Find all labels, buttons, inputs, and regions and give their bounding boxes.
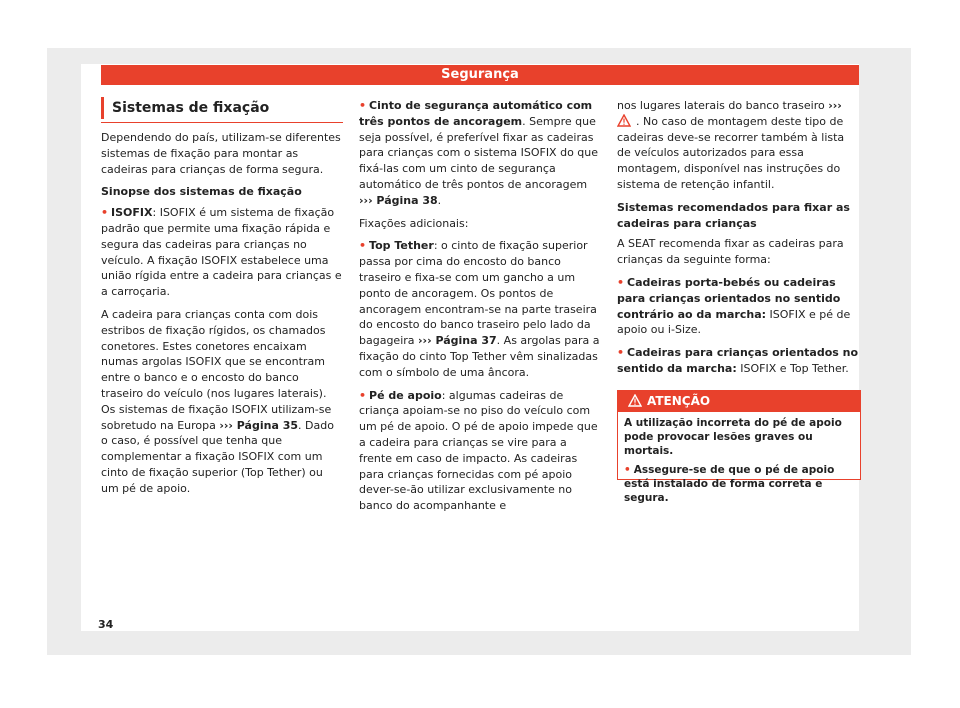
belt-text: . Sempre que seja possível, é preferível fixar as cadeiras para crianças com o sistema ISOFIX do que fixá-las com um cinto de segurança automático de três pontos de ancoragem <box>359 114 599 191</box>
support-leg-term: Pé de apoio <box>369 388 442 402</box>
chapter-title: Segurança <box>441 67 519 82</box>
bullet-icon: • <box>359 239 367 253</box>
connectors-text: A cadeira para crianças conta com dois estribos de fixação rígidos, os chamados conetores. Estes conetores encaixam numas argolas ISOFIX que se encontram entre o banco e o encosto do banco traseiro do veículo (nos lugares laterais). Os sistemas de fixação ISOFIX utilizam-se sobretudo na Europa <box>101 307 332 432</box>
bullet-icon: • <box>617 275 625 289</box>
continued-text-end: . No caso de montagem deste tipo de cadeiras deve-se recorrer também à lista de veículos autorizados para essa montagem, disponível nas instruções do sistema de retenção infantil. <box>617 114 845 191</box>
page-reference-link[interactable]: ››› Página 37 <box>418 334 497 348</box>
bullet-icon: • <box>101 206 109 220</box>
isofix-text: : ISOFIX é um sistema de fixação padrão que permite uma fixação rápida e segura das cadeiras para crianças no veículo. A fixação ISOFIX estabelece uma união rígida entre a cadeira para crianças e a carroçaria. <box>101 206 342 299</box>
continued-text: nos lugares laterais do banco traseiro <box>617 99 825 112</box>
connectors-paragraph <box>101 307 343 497</box>
warning-item <box>624 463 854 505</box>
belt-text-end: . <box>437 193 442 207</box>
continued-paragraph <box>617 98 859 193</box>
top-tether-item <box>359 238 601 380</box>
warning-triangle-icon <box>628 394 642 407</box>
additional-fixings-label: Fixações adicionais: <box>359 216 469 230</box>
top-tether-text-end: . As argolas para a fixação do cinto Top Tether vêm sinalizadas com o símbolo de uma âncora. <box>359 334 600 379</box>
forward-facing-text: ISOFIX e Top Tether. <box>736 361 849 375</box>
rear-facing-text: ISOFIX e pé de apoio ou i-Size. <box>617 307 851 337</box>
connectors-text-end: . Dado o caso, é possível que tenha que complementar a fixação ISOFIX com um cinto de fixação superior (Top Tether) ou um pé de apoio. <box>101 418 334 495</box>
column-1 <box>101 130 343 504</box>
warning-title: ATENÇÃO <box>647 394 711 408</box>
section-title: Sistemas de fixação <box>101 97 354 119</box>
recommended-subheading: Sistemas recomendados para fixar as cadeiras para crianças <box>617 200 850 230</box>
bullet-icon: • <box>359 99 367 112</box>
warning-triangle-icon <box>617 114 631 127</box>
recommend-paragraph: A SEAT recomenda fixar as cadeiras para crianças da seguinte forma: <box>617 237 844 267</box>
chapter-header <box>101 65 859 85</box>
warning-box <box>617 390 861 504</box>
rear-facing-term: Cadeiras porta-bebés ou cadeiras para crianças orientados no sentido contrário ao da marcha: <box>617 275 841 321</box>
belt-term: Cinto de segurança automático com três pontos de ancoragem <box>359 99 593 128</box>
rear-facing-item <box>617 275 859 338</box>
support-leg-item <box>359 388 601 514</box>
column-3 <box>617 98 859 384</box>
page-reference-link[interactable]: ››› Página 35 <box>219 418 299 432</box>
warning-text: A utilização incorreta do pé de apoio pode provocar lesões graves ou mortais. <box>624 417 842 457</box>
warning-item-text: Assegure-se de que o pé de apoio está instalado de forma correta e segura. <box>624 464 835 504</box>
bullet-icon: • <box>359 388 367 402</box>
support-leg-text: : algumas cadeiras de criança apoiam-se no piso do veículo com um pé de apoio. O pé de apoio impede que a cadeira para crianças se vire para a frente em caso de impacto. As cadeiras para crianças fornecidas com pé apoio dever-se-ão utilizar exclusivamente no banco do acompanhante e <box>359 388 598 513</box>
page-number: 34 <box>98 618 114 631</box>
section-divider <box>101 122 343 123</box>
isofix-item <box>101 205 343 300</box>
warning-header <box>618 391 860 412</box>
page-reference-link[interactable]: ››› Página 38 <box>359 193 438 207</box>
forward-facing-term: Cadeiras para crianças orientados no sentido da marcha: <box>617 346 859 375</box>
warning-body <box>618 412 860 505</box>
bullet-icon: • <box>617 346 625 360</box>
top-tether-text: : o cinto de fixação superior passa por cima do encosto do banco traseiro e fixa-se com um gancho a um ponto de ancoragem. Os pontos de ancoragem encontram-se na parte traseira do encosto do banco traseiro pelo lado da bagageira <box>359 239 597 348</box>
intro-paragraph: Dependendo do país, utilizam-se diferentes sistemas de fixação para montar as cadeiras para crianças de forma segura. <box>101 131 341 176</box>
column-2 <box>359 98 601 521</box>
belt-item <box>359 98 601 209</box>
reference-arrows: ››› <box>828 99 842 112</box>
bullet-icon: • <box>624 464 631 476</box>
isofix-term: ISOFIX <box>111 206 153 220</box>
overview-subheading: Sinopse dos sistemas de fixação <box>101 185 302 199</box>
top-tether-term: Top Tether <box>369 239 434 253</box>
forward-facing-item <box>617 345 859 377</box>
